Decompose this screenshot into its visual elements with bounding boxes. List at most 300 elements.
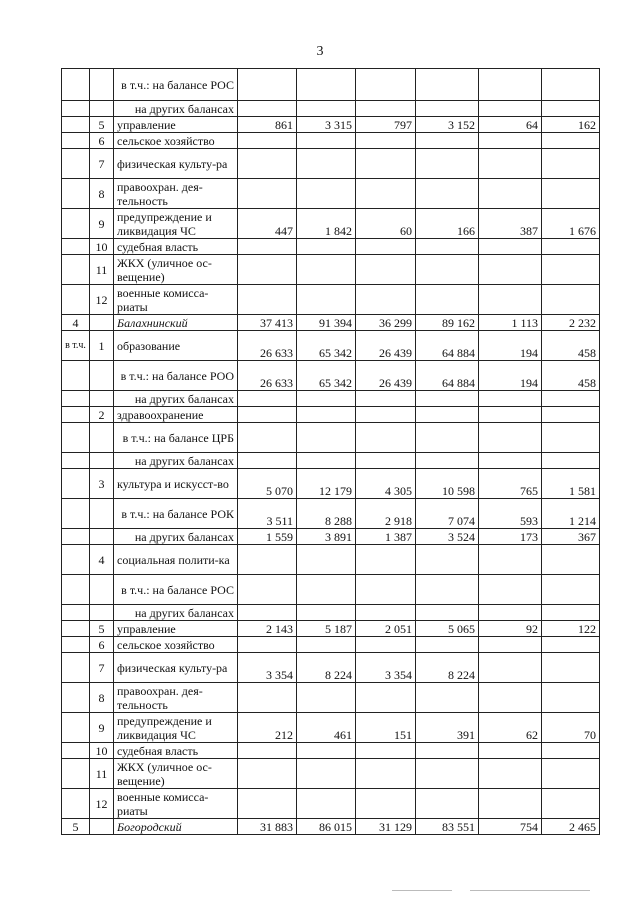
item-name-cell: образование <box>114 331 238 361</box>
value-cell: 5 187 <box>297 621 356 637</box>
row-number-cell <box>62 391 90 407</box>
item-number-cell: 7 <box>90 653 114 683</box>
value-cell: 65 342 <box>297 361 356 391</box>
value-cell: 3 152 <box>416 117 479 133</box>
item-name-cell: военные комисса-риаты <box>114 789 238 819</box>
value-cell <box>479 69 542 101</box>
value-cell <box>416 179 479 209</box>
value-cell <box>356 759 416 789</box>
value-cell <box>238 133 297 149</box>
item-number-cell: 12 <box>90 789 114 819</box>
value-cell: 151 <box>356 713 416 743</box>
value-cell <box>542 575 600 605</box>
value-cell <box>542 149 600 179</box>
value-cell <box>479 285 542 315</box>
value-cell <box>416 101 479 117</box>
item-name-cell: на других балансах <box>114 101 238 117</box>
table-row <box>62 789 600 819</box>
value-cell <box>356 407 416 423</box>
item-name-cell: военные комисса-риаты <box>114 285 238 315</box>
value-cell <box>238 789 297 819</box>
value-cell <box>356 683 416 713</box>
item-number-cell <box>90 315 114 331</box>
table-row <box>62 713 600 743</box>
value-cell <box>356 605 416 621</box>
value-cell: 122 <box>542 621 600 637</box>
budget-table <box>61 68 600 835</box>
value-cell: 86 015 <box>297 819 356 835</box>
item-number-cell: 9 <box>90 713 114 743</box>
item-name-cell: в т.ч.: на балансе РОО <box>114 361 238 391</box>
value-cell <box>542 407 600 423</box>
item-number-cell: 8 <box>90 179 114 209</box>
value-cell <box>479 407 542 423</box>
row-number-cell <box>62 575 90 605</box>
value-cell: 8 224 <box>297 653 356 683</box>
value-cell <box>479 149 542 179</box>
value-cell: 26 439 <box>356 361 416 391</box>
value-cell <box>238 101 297 117</box>
row-number-cell <box>62 285 90 315</box>
value-cell <box>356 285 416 315</box>
value-cell <box>356 575 416 605</box>
item-number-cell <box>90 101 114 117</box>
value-cell: 1 581 <box>542 469 600 499</box>
value-cell <box>479 239 542 255</box>
table-row <box>62 545 600 575</box>
value-cell: 91 394 <box>297 315 356 331</box>
value-cell <box>297 133 356 149</box>
value-cell <box>416 453 479 469</box>
row-number-cell <box>62 423 90 453</box>
item-number-cell <box>90 361 114 391</box>
row-number-cell <box>62 683 90 713</box>
item-number-cell: 2 <box>90 407 114 423</box>
row-number-cell: 4 <box>62 315 90 331</box>
row-number-cell <box>62 239 90 255</box>
row-number-cell <box>62 117 90 133</box>
value-cell <box>356 637 416 653</box>
value-cell <box>297 759 356 789</box>
value-cell: 3 524 <box>416 529 479 545</box>
value-cell <box>479 423 542 453</box>
row-number-cell <box>62 179 90 209</box>
item-number-cell <box>90 499 114 529</box>
value-cell <box>238 255 297 285</box>
value-cell <box>479 759 542 789</box>
value-cell <box>297 605 356 621</box>
page-number: 3 <box>316 44 324 59</box>
value-cell: 1 113 <box>479 315 542 331</box>
value-cell: 26 633 <box>238 331 297 361</box>
value-cell <box>416 743 479 759</box>
item-name-cell: в т.ч.: на балансе РОС <box>114 69 238 101</box>
value-cell <box>542 255 600 285</box>
value-cell: 8 224 <box>416 653 479 683</box>
value-cell <box>356 391 416 407</box>
value-cell <box>238 179 297 209</box>
item-name-cell: ЖКХ (уличное ос-вещение) <box>114 759 238 789</box>
value-cell: 36 299 <box>356 315 416 331</box>
value-cell <box>297 101 356 117</box>
table-row <box>62 637 600 653</box>
value-cell <box>356 255 416 285</box>
value-cell <box>479 453 542 469</box>
value-cell: 2 143 <box>238 621 297 637</box>
table-row <box>62 391 600 407</box>
value-cell: 1 676 <box>542 209 600 239</box>
value-cell <box>238 545 297 575</box>
table-row <box>62 575 600 605</box>
value-cell: 3 315 <box>297 117 356 133</box>
value-cell: 367 <box>542 529 600 545</box>
value-cell: 26 439 <box>356 331 416 361</box>
row-number-cell <box>62 545 90 575</box>
footer-line <box>470 890 590 891</box>
table-row <box>62 423 600 453</box>
value-cell <box>297 545 356 575</box>
value-cell <box>238 453 297 469</box>
value-cell: 10 598 <box>416 469 479 499</box>
value-cell <box>297 407 356 423</box>
value-cell <box>479 743 542 759</box>
value-cell <box>479 575 542 605</box>
value-cell <box>416 759 479 789</box>
value-cell <box>238 239 297 255</box>
value-cell: 89 162 <box>416 315 479 331</box>
value-cell: 593 <box>479 499 542 529</box>
value-cell <box>479 789 542 819</box>
item-number-cell: 5 <box>90 117 114 133</box>
value-cell: 60 <box>356 209 416 239</box>
row-number-cell <box>62 133 90 149</box>
value-cell <box>416 407 479 423</box>
table-row <box>62 117 600 133</box>
value-cell <box>542 759 600 789</box>
value-cell: 166 <box>416 209 479 239</box>
item-number-cell <box>90 391 114 407</box>
value-cell <box>356 789 416 819</box>
value-cell <box>238 605 297 621</box>
value-cell <box>297 285 356 315</box>
value-cell: 5 065 <box>416 621 479 637</box>
value-cell <box>238 407 297 423</box>
table-row <box>62 69 600 101</box>
item-number-cell: 8 <box>90 683 114 713</box>
value-cell: 64 884 <box>416 331 479 361</box>
table-row <box>62 529 600 545</box>
row-number-cell <box>62 453 90 469</box>
item-name-cell: сельское хозяйство <box>114 133 238 149</box>
item-number-cell <box>90 529 114 545</box>
value-cell: 173 <box>479 529 542 545</box>
item-name-cell: физическая культу-ра <box>114 149 238 179</box>
value-cell: 447 <box>238 209 297 239</box>
value-cell: 31 129 <box>356 819 416 835</box>
value-cell: 162 <box>542 117 600 133</box>
table-row <box>62 179 600 209</box>
value-cell <box>479 545 542 575</box>
item-number-cell: 9 <box>90 209 114 239</box>
table-row <box>62 331 600 361</box>
item-name-cell: в т.ч.: на балансе РОС <box>114 575 238 605</box>
value-cell: 391 <box>416 713 479 743</box>
value-cell <box>238 759 297 789</box>
value-cell <box>542 391 600 407</box>
value-cell <box>297 683 356 713</box>
item-number-cell <box>90 819 114 835</box>
value-cell: 26 633 <box>238 361 297 391</box>
value-cell <box>356 545 416 575</box>
value-cell <box>416 391 479 407</box>
value-cell <box>416 285 479 315</box>
value-cell <box>542 133 600 149</box>
table-row <box>62 759 600 789</box>
value-cell <box>479 101 542 117</box>
value-cell <box>297 637 356 653</box>
value-cell: 861 <box>238 117 297 133</box>
table-row <box>62 605 600 621</box>
value-cell <box>542 789 600 819</box>
value-cell <box>238 285 297 315</box>
item-number-cell <box>90 575 114 605</box>
item-number-cell: 3 <box>90 469 114 499</box>
item-name-cell: культура и искусст-во <box>114 469 238 499</box>
value-cell <box>416 637 479 653</box>
value-cell: 458 <box>542 331 600 361</box>
item-name-cell: на других балансах <box>114 391 238 407</box>
table-row <box>62 819 600 835</box>
table-row <box>62 315 600 331</box>
value-cell <box>542 637 600 653</box>
value-cell <box>356 101 416 117</box>
item-name-cell: судебная власть <box>114 743 238 759</box>
value-cell: 797 <box>356 117 416 133</box>
value-cell <box>416 423 479 453</box>
value-cell <box>238 743 297 759</box>
row-number-cell <box>62 529 90 545</box>
value-cell: 64 <box>479 117 542 133</box>
row-number-cell <box>62 713 90 743</box>
value-cell <box>416 133 479 149</box>
value-cell: 3 511 <box>238 499 297 529</box>
value-cell: 461 <box>297 713 356 743</box>
item-name-cell: сельское хозяйство <box>114 637 238 653</box>
value-cell <box>238 149 297 179</box>
row-number-cell <box>62 209 90 239</box>
value-cell: 4 305 <box>356 469 416 499</box>
value-cell <box>416 239 479 255</box>
value-cell <box>297 69 356 101</box>
table-row <box>62 683 600 713</box>
item-name-cell: судебная власть <box>114 239 238 255</box>
value-cell <box>542 653 600 683</box>
item-name-cell: Балахнинский <box>114 315 238 331</box>
item-name-cell: ЖКХ (уличное ос-вещение) <box>114 255 238 285</box>
item-name-cell: в т.ч.: на балансе РОК <box>114 499 238 529</box>
value-cell <box>238 575 297 605</box>
value-cell <box>542 285 600 315</box>
value-cell <box>297 391 356 407</box>
value-cell <box>356 453 416 469</box>
value-cell: 92 <box>479 621 542 637</box>
table-row <box>62 499 600 529</box>
item-number-cell <box>90 423 114 453</box>
value-cell <box>479 133 542 149</box>
row-number-cell <box>62 469 90 499</box>
item-number-cell <box>90 453 114 469</box>
value-cell <box>297 743 356 759</box>
table-row <box>62 621 600 637</box>
table-row <box>62 239 600 255</box>
item-number-cell: 10 <box>90 239 114 255</box>
value-cell <box>479 391 542 407</box>
item-name-cell: управление <box>114 117 238 133</box>
value-cell: 212 <box>238 713 297 743</box>
table-row <box>62 653 600 683</box>
value-cell: 8 288 <box>297 499 356 529</box>
value-cell <box>297 179 356 209</box>
value-cell <box>542 605 600 621</box>
table-row <box>62 285 600 315</box>
value-cell <box>356 743 416 759</box>
value-cell <box>416 683 479 713</box>
row-number-cell <box>62 759 90 789</box>
table-row <box>62 407 600 423</box>
value-cell: 83 551 <box>416 819 479 835</box>
value-cell <box>297 255 356 285</box>
item-name-cell: физическая культу-ра <box>114 653 238 683</box>
table-row <box>62 453 600 469</box>
value-cell: 765 <box>479 469 542 499</box>
value-cell <box>356 133 416 149</box>
item-name-cell: здравоохранение <box>114 407 238 423</box>
item-number-cell: 4 <box>90 545 114 575</box>
item-number-cell: 11 <box>90 255 114 285</box>
value-cell <box>238 69 297 101</box>
item-name-cell: Богородский <box>114 819 238 835</box>
item-name-cell: предупреждение и ликвидация ЧС <box>114 713 238 743</box>
item-name-cell: правоохран. дея-тельность <box>114 179 238 209</box>
value-cell <box>297 789 356 819</box>
value-cell: 3 354 <box>356 653 416 683</box>
value-cell <box>542 69 600 101</box>
value-cell <box>479 255 542 285</box>
value-cell: 3 354 <box>238 653 297 683</box>
row-number-cell <box>62 621 90 637</box>
row-number-cell <box>62 69 90 101</box>
item-name-cell: на других балансах <box>114 605 238 621</box>
footer-line <box>392 890 452 891</box>
value-cell <box>297 149 356 179</box>
table-row <box>62 743 600 759</box>
value-cell <box>479 605 542 621</box>
item-name-cell: в т.ч.: на балансе ЦРБ <box>114 423 238 453</box>
row-number-cell <box>62 605 90 621</box>
row-number-cell <box>62 789 90 819</box>
row-number-cell <box>62 653 90 683</box>
value-cell: 1 387 <box>356 529 416 545</box>
value-cell: 64 884 <box>416 361 479 391</box>
value-cell <box>238 683 297 713</box>
value-cell <box>542 179 600 209</box>
value-cell <box>297 423 356 453</box>
value-cell <box>479 637 542 653</box>
table-row <box>62 361 600 391</box>
row-number-cell <box>62 149 90 179</box>
value-cell: 62 <box>479 713 542 743</box>
value-cell: 754 <box>479 819 542 835</box>
table-row <box>62 469 600 499</box>
table-row <box>62 209 600 239</box>
value-cell: 3 891 <box>297 529 356 545</box>
value-cell <box>238 637 297 653</box>
item-name-cell: предупреждение и ликвидация ЧС <box>114 209 238 239</box>
value-cell: 31 883 <box>238 819 297 835</box>
value-cell: 387 <box>479 209 542 239</box>
value-cell <box>479 653 542 683</box>
value-cell <box>416 255 479 285</box>
value-cell: 194 <box>479 331 542 361</box>
value-cell <box>416 605 479 621</box>
row-number-cell <box>62 743 90 759</box>
value-cell <box>297 239 356 255</box>
item-name-cell: правоохран. дея-тельность <box>114 683 238 713</box>
item-number-cell <box>90 605 114 621</box>
item-number-cell: 11 <box>90 759 114 789</box>
value-cell: 7 074 <box>416 499 479 529</box>
value-cell <box>542 683 600 713</box>
row-number-cell <box>62 407 90 423</box>
item-number-cell <box>90 69 114 101</box>
value-cell <box>356 423 416 453</box>
value-cell: 12 179 <box>297 469 356 499</box>
item-number-cell: 12 <box>90 285 114 315</box>
item-name-cell: на других балансах <box>114 529 238 545</box>
item-name-cell: управление <box>114 621 238 637</box>
value-cell <box>356 69 416 101</box>
value-cell: 5 070 <box>238 469 297 499</box>
value-cell: 65 342 <box>297 331 356 361</box>
value-cell <box>542 453 600 469</box>
value-cell <box>416 69 479 101</box>
value-cell: 70 <box>542 713 600 743</box>
table-row <box>62 149 600 179</box>
value-cell <box>542 545 600 575</box>
value-cell <box>356 149 416 179</box>
value-cell <box>297 575 356 605</box>
item-number-cell: 1 <box>90 331 114 361</box>
value-cell <box>356 239 416 255</box>
value-cell <box>479 179 542 209</box>
value-cell <box>356 179 416 209</box>
value-cell: 1 842 <box>297 209 356 239</box>
table-body <box>62 69 600 835</box>
row-number-cell: 5 <box>62 819 90 835</box>
item-number-cell: 6 <box>90 133 114 149</box>
value-cell <box>416 575 479 605</box>
item-number-cell: 6 <box>90 637 114 653</box>
table-row <box>62 101 600 117</box>
value-cell: 2 465 <box>542 819 600 835</box>
value-cell <box>416 149 479 179</box>
row-number-cell <box>62 637 90 653</box>
value-cell <box>542 743 600 759</box>
value-cell <box>238 391 297 407</box>
value-cell <box>416 545 479 575</box>
item-name-cell: на других балансах <box>114 453 238 469</box>
row-number-cell <box>62 255 90 285</box>
